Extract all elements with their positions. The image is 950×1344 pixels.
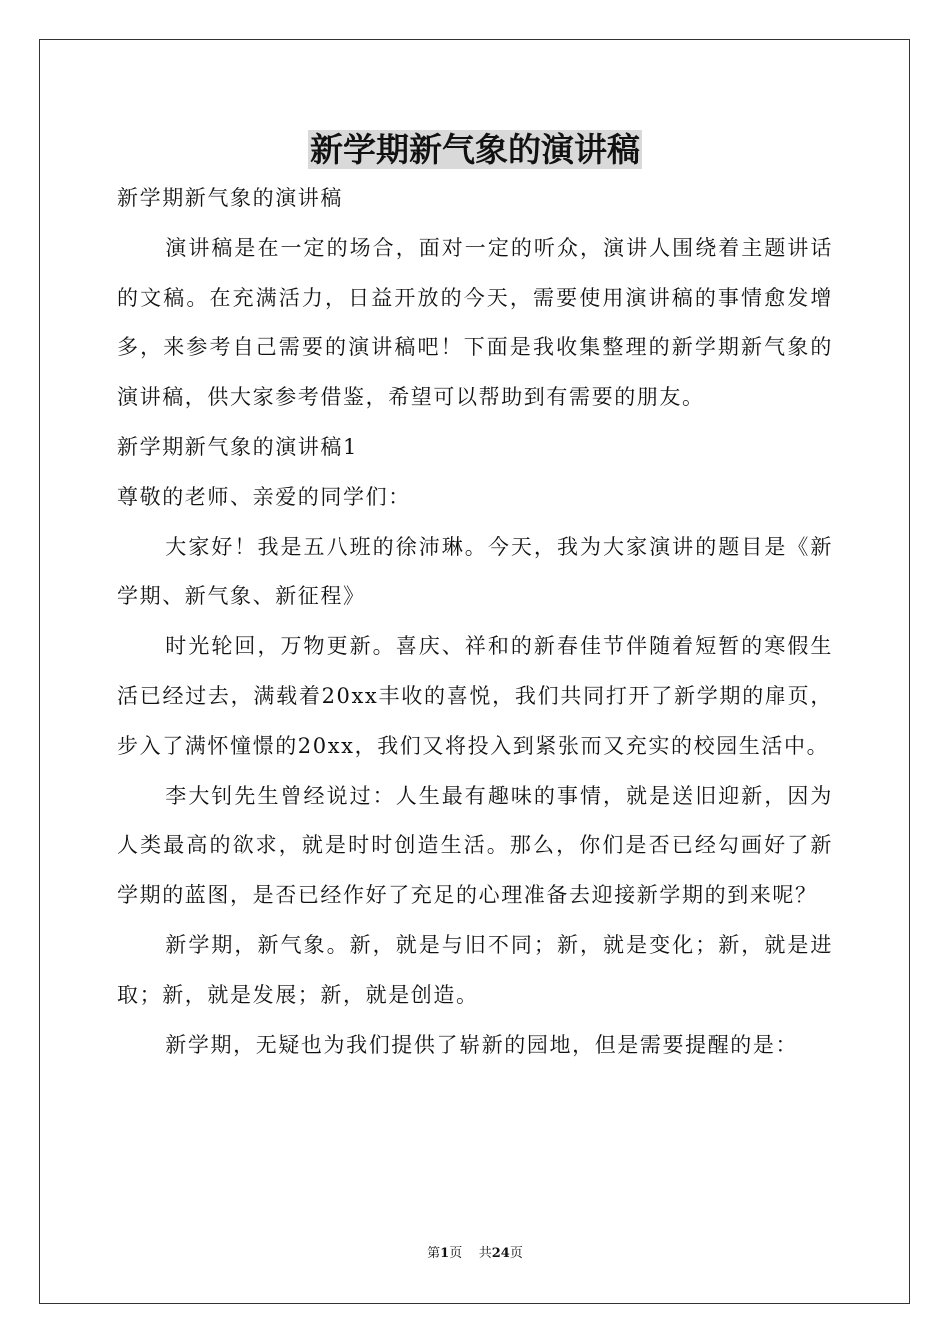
paragraph: 新学期新气象的演讲稿 [117,186,343,210]
paragraph: 新学期新气象的演讲稿1 [117,434,358,459]
total-prefix: 共 [478,1246,492,1261]
paragraph: 大家好！我是五八班的徐沛琳。今天，我为大家演讲的题目是《新学期、新气象、新征程》 [117,534,833,609]
page-suffix: 页 [449,1246,463,1261]
paragraph: 新学期，新气象。新，就是与旧不同；新，就是变化；新，就是进取；新，就是发展；新，就是创造。 [117,932,833,1007]
paragraph: 时光轮回，万物更新。喜庆、祥和的新春佳节伴随着短暂的寒假生活已经过去，满载着20xx丰收的喜悦，我们共同打开了新学期的扉页，步入了满怀憧憬的20xx，我们又将投入到紧张而又充实的校园生活中。 [117,634,833,758]
document-title-text: 新学期新气象的演讲稿 [310,130,640,169]
paragraph: 李大钊先生曾经说过：人生最有趣味的事情，就是送旧迎新，因为人类最高的欲求，就是时时创造生活。那么，你们是否已经勾画好了新学期的蓝图，是否已经作好了充足的心理准备去迎接新学期的到来呢？ [117,783,833,908]
page-number: 1 [440,1246,450,1261]
page-prefix: 第 [427,1246,441,1261]
total-pages: 24 [491,1246,510,1261]
page-footer [0,1244,950,1264]
document-body [117,174,833,1070]
total-suffix: 页 [509,1246,523,1261]
paragraph: 演讲稿是在一定的场合，面对一定的听众，演讲人围绕着主题讲话的文稿。在充满活力，日益开放的今天，需要使用演讲稿的事情愈发增多，来参考自己需要的演讲稿吧！下面是我收集整理的新学期新气象的演讲稿，供大家参考借鉴，希望可以帮助到有需要的朋友。 [117,235,833,410]
paragraph: 尊敬的老师、亲爱的同学们： [117,484,411,509]
document-title [0,124,950,176]
paragraph: 新学期，无疑也为我们提供了崭新的园地，但是需要提醒的是： [165,1032,799,1057]
